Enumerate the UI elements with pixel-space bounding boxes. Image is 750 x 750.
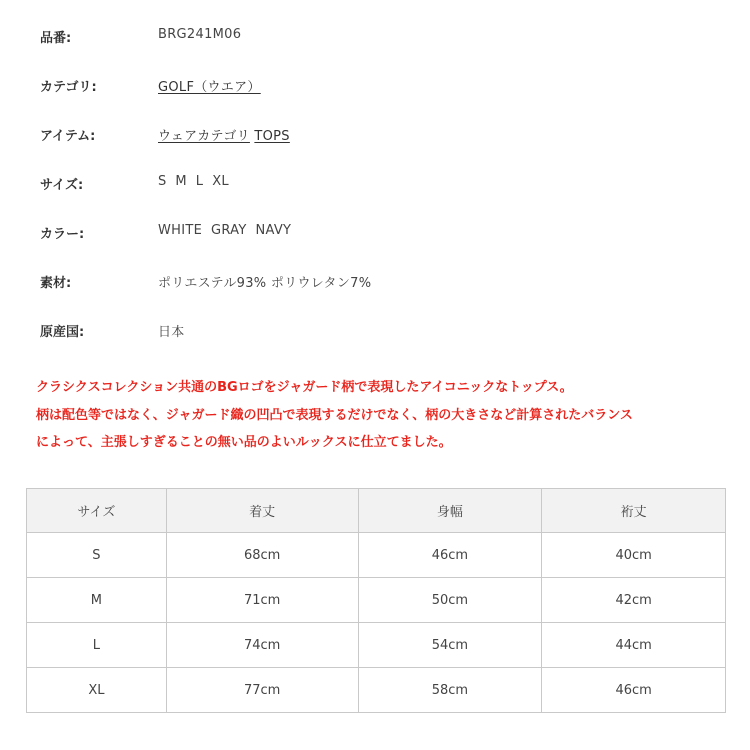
spec-label: サイズ: <box>40 178 84 193</box>
spec-row-item <box>40 120 720 169</box>
item-value <box>158 125 290 144</box>
size-value: S M L XL <box>158 174 229 189</box>
header-length: 着丈 <box>166 489 358 533</box>
width-cell: 50cm <box>358 578 542 623</box>
spec-label: 原産国: <box>40 325 85 340</box>
sleeve-cell: 40cm <box>542 533 726 578</box>
length-cell: 77cm <box>166 668 358 713</box>
description-line: 柄は配色等ではなく、ジャガード織の凹凸で表現するだけでなく、柄の大きさなど計算されたバランス <box>36 407 633 423</box>
size-cell: M <box>27 578 167 623</box>
product-description <box>36 374 726 457</box>
spec-row-product-number <box>40 22 720 71</box>
table-row <box>27 668 726 713</box>
category-link-golf[interactable]: GOLF（ウエア） <box>158 80 261 95</box>
description-line: クラシクスコレクション共通のBGロゴをジャガード柄で表現したアイコニックなトップス。 <box>36 380 573 395</box>
width-cell: 58cm <box>358 668 542 713</box>
color-value: WHITE GRAY NAVY <box>158 223 292 238</box>
width-cell: 54cm <box>358 623 542 668</box>
spec-row-material <box>40 267 720 316</box>
width-cell: 46cm <box>358 533 542 578</box>
sleeve-cell: 46cm <box>542 668 726 713</box>
sleeve-cell: 44cm <box>542 623 726 668</box>
length-cell: 74cm <box>166 623 358 668</box>
product-number-value: BRG241M06 <box>158 27 242 42</box>
item-link-wear-category[interactable]: ウェアカテゴリ <box>158 129 250 144</box>
spec-label: カテゴリ: <box>40 80 97 95</box>
spec-row-category <box>40 71 720 120</box>
category-value <box>158 76 261 95</box>
product-spec-list <box>40 22 720 365</box>
length-cell: 68cm <box>166 533 358 578</box>
size-cell: XL <box>27 668 167 713</box>
header-size: サイズ <box>27 489 167 533</box>
spec-row-size <box>40 169 720 218</box>
size-cell: L <box>27 623 167 668</box>
table-row <box>27 533 726 578</box>
origin-value: 日本 <box>158 325 185 340</box>
spec-label: カラー: <box>40 227 85 242</box>
material-value: ポリエステル93% ポリウレタン7% <box>158 276 372 291</box>
size-cell: S <box>27 533 167 578</box>
description-line: によって、主張しすぎることの無い品のよいルックスに仕立てました。 <box>36 435 452 450</box>
spec-label: 素材: <box>40 276 72 291</box>
spec-row-origin <box>40 316 720 365</box>
length-cell: 71cm <box>166 578 358 623</box>
table-row <box>27 623 726 668</box>
spec-label: アイテム: <box>40 129 96 144</box>
table-row <box>27 578 726 623</box>
table-header-row <box>27 489 726 533</box>
item-link-tops[interactable]: TOPS <box>254 129 290 144</box>
header-sleeve: 裄丈 <box>542 489 726 533</box>
spec-row-color <box>40 218 720 267</box>
spec-label: 品番: <box>40 31 72 46</box>
sleeve-cell: 42cm <box>542 578 726 623</box>
size-chart-table <box>26 488 726 713</box>
header-width: 身幅 <box>358 489 542 533</box>
